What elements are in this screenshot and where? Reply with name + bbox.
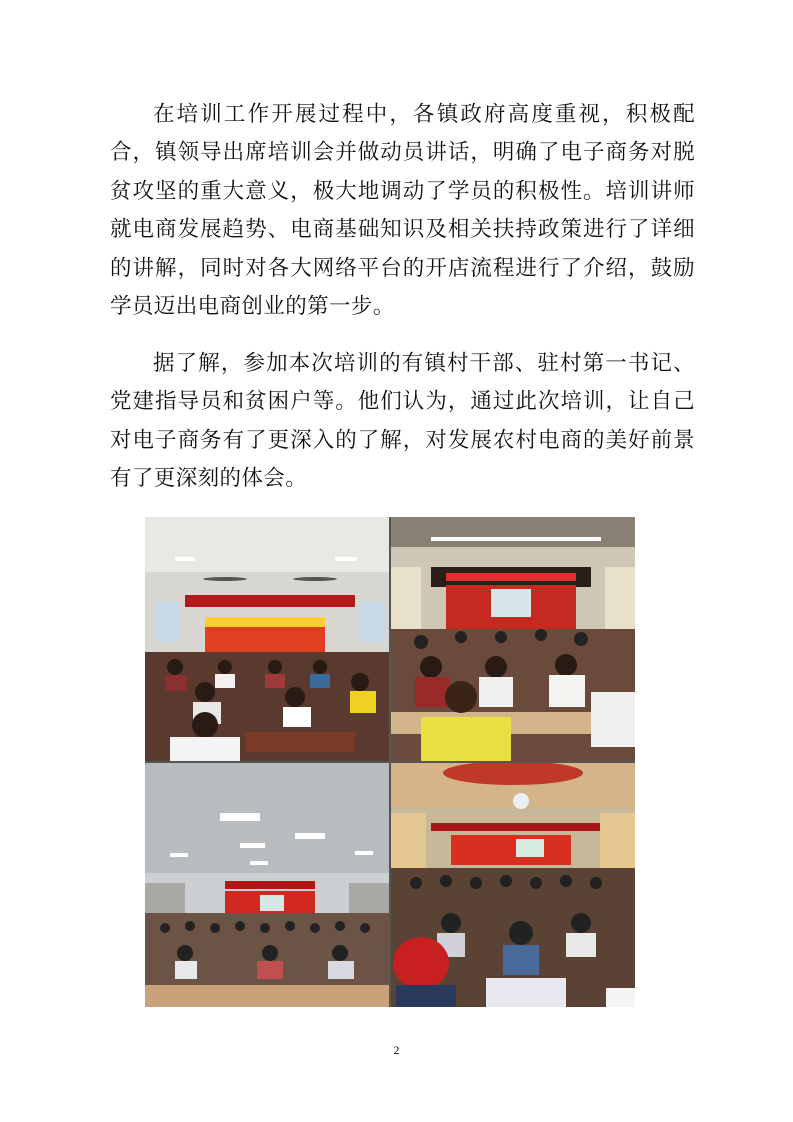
body-paragraph-2: 据了解，参加本次培训的有镇村干部、驻村第一书记、党建指导员和贫困户等。他们认为，通过此次培训，让自己对电子商务有了更深入的了解，对发展农村电商的美好前景有了更深刻的体会。: [110, 351, 695, 492]
body-paragraph-1: 在培训工作开展过程中，各镇政府高度重视，积极配合，镇领导出席培训会并做动员讲话，明确了电子商务对脱贫攻坚的重大意义，极大地调动了学员的积极性。培训讲师就电商发展趋势、电商基础知识及相关扶持政策进行了详细的讲解，同时对各大网络平台的开店流程进行了介绍，鼓励学员迈出电商创业的第一步。: [110, 102, 695, 320]
training-photo-collage: [145, 517, 635, 1007]
training-photo-3: [145, 763, 389, 1007]
page-number: 2: [393, 1043, 400, 1057]
training-photo-2: [391, 517, 635, 761]
training-photo-4: [391, 763, 635, 1007]
training-photo-1: [145, 517, 389, 761]
